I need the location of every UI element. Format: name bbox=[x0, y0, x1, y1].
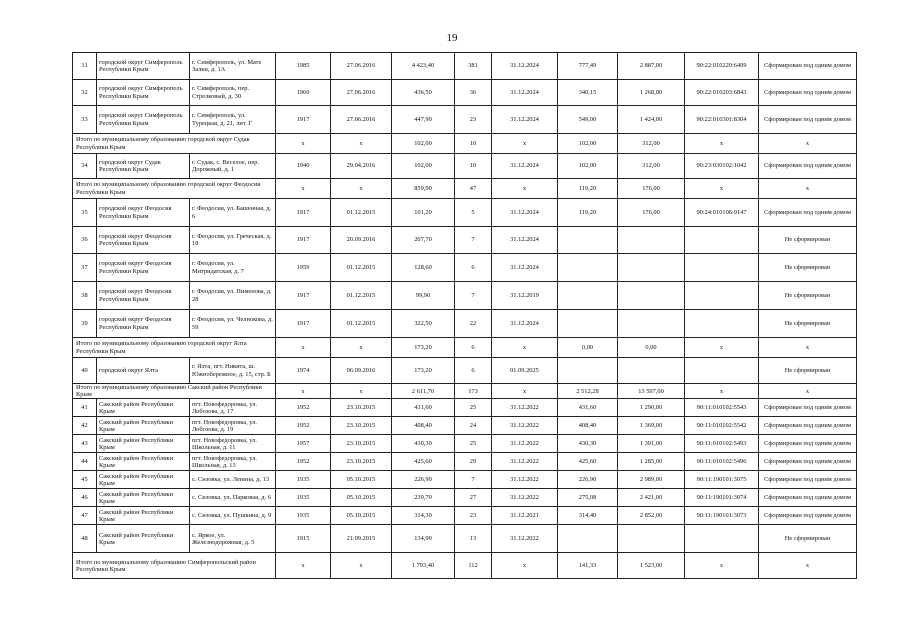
address-cell: г. Феодосия, ул. Челнокова, д. 59 bbox=[190, 310, 276, 338]
status-cell: Сформирован под одним домом bbox=[759, 435, 857, 453]
cost-cell: 0,00 bbox=[618, 338, 685, 358]
cost-cell: 2 421,00 bbox=[618, 489, 685, 507]
planned-date-cell: 31.12.2024 bbox=[492, 227, 558, 254]
residents-cell: 22 bbox=[455, 310, 492, 338]
municipality-cell: Сакский район Республики Крым bbox=[97, 399, 190, 417]
year-cell: 1957 bbox=[276, 435, 331, 453]
date-cell: 23.10.2015 bbox=[331, 399, 392, 417]
cadastral-number-cell: 90:11:010102:5543 bbox=[685, 399, 759, 417]
address-cell: пгт. Новофедоровка, ул. Лобозова, д. 17 bbox=[190, 399, 276, 417]
status-cell: Не сформирован bbox=[759, 358, 857, 384]
residents-cell: 23 bbox=[455, 106, 492, 134]
land-area-cell bbox=[558, 254, 618, 282]
cost-cell: 312,00 bbox=[618, 134, 685, 154]
land-area-cell: 226,90 bbox=[558, 471, 618, 489]
municipality-cell: Сакский район Республики Крым bbox=[97, 435, 190, 453]
address-cell: с. Яркое, ул. Железнодорожная, д. 5 bbox=[190, 525, 276, 553]
area-cell: 173,20 bbox=[392, 338, 455, 358]
cadastral-number-cell: 90:22:010203:6843 bbox=[685, 80, 759, 106]
address-cell: г. Феодосия, ул. Башенная, д. 6 bbox=[190, 199, 276, 227]
address-cell: с. Сизовка, ул. Парковая, д. 6 bbox=[190, 489, 276, 507]
cadastral-number-cell: 90:11:010102:5493 bbox=[685, 435, 759, 453]
table-row bbox=[73, 507, 857, 525]
subtotal-row bbox=[73, 179, 857, 199]
area-cell: 99,90 bbox=[392, 282, 455, 310]
cadastral-number-cell: 90:11:190101:3073 bbox=[685, 507, 759, 525]
address-cell: г. Симферополь, пер. Стрелковый, д. 30 bbox=[190, 80, 276, 106]
date-cell: 05.10.2015 bbox=[331, 507, 392, 525]
cost-cell bbox=[618, 525, 685, 553]
cadastral-number-cell bbox=[685, 227, 759, 254]
address-cell: пгт. Новофедоровка, ул. Лобозова, д. 19 bbox=[190, 417, 276, 435]
residents-cell: 24 bbox=[455, 417, 492, 435]
year-cell: 1959 bbox=[276, 254, 331, 282]
subtotal-label: Итого по муниципальному образованию Симферопольский район Республики Крым bbox=[73, 553, 276, 579]
year-cell: 1952 bbox=[276, 453, 331, 471]
residents-cell: 7 bbox=[455, 227, 492, 254]
municipality-cell: городской округ Феодосия Республики Крым bbox=[97, 282, 190, 310]
address-cell: г. Симферополь, ул. Мате Залки, д. 1А bbox=[190, 53, 276, 80]
residents-cell: 23 bbox=[455, 507, 492, 525]
year-cell: 1960 bbox=[276, 80, 331, 106]
year-cell: 1915 bbox=[276, 525, 331, 553]
cadastral-number-cell: 90:11:190101:3074 bbox=[685, 489, 759, 507]
address-cell: г. Феодосия, ул. Греческая, д. 18 bbox=[190, 227, 276, 254]
planned-date-cell: x bbox=[492, 384, 558, 399]
row-number-cell: 34 bbox=[73, 154, 97, 179]
residents-cell: 10 bbox=[455, 134, 492, 154]
residents-cell: 6 bbox=[455, 358, 492, 384]
municipality-cell: городской округ Судак Республики Крым bbox=[97, 154, 190, 179]
area-cell: 226,90 bbox=[392, 471, 455, 489]
year-cell: 1952 bbox=[276, 399, 331, 417]
row-number-cell: 35 bbox=[73, 199, 97, 227]
residents-cell: 381 bbox=[455, 53, 492, 80]
address-cell: г. Ялта, пгт. Никита, ш. Южнобережное, д. 15, стр. Б bbox=[190, 358, 276, 384]
land-area-cell bbox=[558, 227, 618, 254]
planned-date-cell: 31.12.2024 bbox=[492, 53, 558, 80]
status-cell: Сформирован под одним домом bbox=[759, 417, 857, 435]
cost-cell: 1 268,00 bbox=[618, 80, 685, 106]
municipality-cell: Сакский район Республики Крым bbox=[97, 525, 190, 553]
cost-cell: 1 391,00 bbox=[618, 435, 685, 453]
status-cell: Не сформирован bbox=[759, 310, 857, 338]
residents-cell: 25 bbox=[455, 435, 492, 453]
cost-cell bbox=[618, 282, 685, 310]
table-row bbox=[73, 106, 857, 134]
planned-date-cell: 31.12.2024 bbox=[492, 310, 558, 338]
table-row bbox=[73, 254, 857, 282]
address-cell: г. Симферополь, ул. Турецкая, д. 21, лит. Г bbox=[190, 106, 276, 134]
address-cell: с. Сизовка, ул. Ленина, д. 13 bbox=[190, 471, 276, 489]
address-cell: г. Феодосия, ул. Пименова, д. 28 bbox=[190, 282, 276, 310]
land-area-cell: 119,20 bbox=[558, 179, 618, 199]
table-row bbox=[73, 471, 857, 489]
area-cell: 173,20 bbox=[392, 358, 455, 384]
status-cell: Сформирован под одним домом bbox=[759, 199, 857, 227]
table-row bbox=[73, 154, 857, 179]
status-cell: Сформирован под одним домом bbox=[759, 106, 857, 134]
cost-cell: 1 424,00 bbox=[618, 106, 685, 134]
date-cell: x bbox=[331, 179, 392, 199]
row-number-cell: 43 bbox=[73, 435, 97, 453]
date-cell: x bbox=[331, 338, 392, 358]
land-area-cell bbox=[558, 310, 618, 338]
cadastral-number-cell: 90:22:010301:8304 bbox=[685, 106, 759, 134]
subtotal-label: Итого по муниципальному образованию городской округ Ялта Республики Крым bbox=[73, 338, 276, 358]
municipality-cell: городской округ Феодосия Республики Крым bbox=[97, 227, 190, 254]
land-area-cell: 408,40 bbox=[558, 417, 618, 435]
municipality-cell: городской округ Симферополь Республики Крым bbox=[97, 53, 190, 80]
year-cell: 1935 bbox=[276, 507, 331, 525]
cost-cell: 1 285,00 bbox=[618, 453, 685, 471]
cadastral-number-cell: 90:11:190101:3075 bbox=[685, 471, 759, 489]
area-cell: 425,60 bbox=[392, 453, 455, 471]
table-row bbox=[73, 489, 857, 507]
row-number-cell: 45 bbox=[73, 471, 97, 489]
subtotal-label: Итого по муниципальному образованию Сакский район Республики Крым bbox=[73, 384, 276, 399]
area-cell: 207,70 bbox=[392, 227, 455, 254]
cadastral-number-cell: 90:23:030102:1042 bbox=[685, 154, 759, 179]
cadastral-number-cell: x bbox=[685, 134, 759, 154]
subtotal-row bbox=[73, 384, 857, 399]
land-area-cell: 777,49 bbox=[558, 53, 618, 80]
date-cell: 23.10.2015 bbox=[331, 417, 392, 435]
municipality-cell: городской округ Ялта bbox=[97, 358, 190, 384]
row-number-cell: 42 bbox=[73, 417, 97, 435]
area-cell: 134,90 bbox=[392, 525, 455, 553]
year-cell: 1985 bbox=[276, 53, 331, 80]
status-cell: Сформирован под одним домом bbox=[759, 53, 857, 80]
date-cell: x bbox=[331, 384, 392, 399]
status-cell: Сформирован под одним домом bbox=[759, 154, 857, 179]
land-area-cell bbox=[558, 358, 618, 384]
planned-date-cell: 31.12.2022 bbox=[492, 471, 558, 489]
cadastral-number-cell: x bbox=[685, 553, 759, 579]
status-cell: Не сформирован bbox=[759, 282, 857, 310]
date-cell: 27.06.2016 bbox=[331, 80, 392, 106]
cadastral-number-cell bbox=[685, 310, 759, 338]
address-cell: пгт. Новофедоровка, ул. Школьная, д. 13 bbox=[190, 453, 276, 471]
year-cell: 1935 bbox=[276, 489, 331, 507]
cadastral-number-cell bbox=[685, 282, 759, 310]
cost-cell: 1 369,00 bbox=[618, 417, 685, 435]
cost-cell bbox=[618, 227, 685, 254]
row-number-cell: 40 bbox=[73, 358, 97, 384]
land-area-cell bbox=[558, 282, 618, 310]
table-row bbox=[73, 399, 857, 417]
subtotal-row bbox=[73, 338, 857, 358]
year-cell: 1974 bbox=[276, 358, 331, 384]
cadastral-number-cell: x bbox=[685, 179, 759, 199]
area-cell: 128,60 bbox=[392, 254, 455, 282]
municipality-cell: городской округ Феодосия Республики Крым bbox=[97, 199, 190, 227]
land-area-cell bbox=[558, 525, 618, 553]
table-row bbox=[73, 310, 857, 338]
area-cell: 447,90 bbox=[392, 106, 455, 134]
planned-date-cell: x bbox=[492, 134, 558, 154]
status-cell: x bbox=[759, 384, 857, 399]
cost-cell bbox=[618, 310, 685, 338]
land-area-cell: 549,00 bbox=[558, 106, 618, 134]
planned-date-cell: 31.12.2022 bbox=[492, 525, 558, 553]
subtotal-label: Итого по муниципальному образованию городской округ Феодосия Республики Крым bbox=[73, 179, 276, 199]
cost-cell: 13 597,00 bbox=[618, 384, 685, 399]
area-cell: 102,00 bbox=[392, 154, 455, 179]
land-area-cell: 102,00 bbox=[558, 134, 618, 154]
area-cell: 322,50 bbox=[392, 310, 455, 338]
area-cell: 431,60 bbox=[392, 399, 455, 417]
year-cell: 1917 bbox=[276, 199, 331, 227]
date-cell: 20.09.2016 bbox=[331, 227, 392, 254]
status-cell: Сформирован под одним домом bbox=[759, 489, 857, 507]
residents-cell: 47 bbox=[455, 179, 492, 199]
date-cell: 27.06.2016 bbox=[331, 106, 392, 134]
cost-cell bbox=[618, 254, 685, 282]
residents-cell: 7 bbox=[455, 282, 492, 310]
table-row bbox=[73, 435, 857, 453]
status-cell: Сформирован под одним домом bbox=[759, 507, 857, 525]
cost-cell bbox=[618, 358, 685, 384]
address-cell: пгт. Новофедоровка, ул. Школьная, д. 11 bbox=[190, 435, 276, 453]
land-area-cell: 314,40 bbox=[558, 507, 618, 525]
planned-date-cell: 31.12.2022 bbox=[492, 489, 558, 507]
land-area-cell: 430,30 bbox=[558, 435, 618, 453]
cadastral-number-cell: 90:11:010102:5496 bbox=[685, 453, 759, 471]
planned-date-cell: x bbox=[492, 338, 558, 358]
status-cell: Не сформирован bbox=[759, 254, 857, 282]
year-cell: x bbox=[276, 384, 331, 399]
table-row bbox=[73, 53, 857, 80]
row-number-cell: 44 bbox=[73, 453, 97, 471]
status-cell: Сформирован под одним домом bbox=[759, 453, 857, 471]
planned-date-cell: 31.12.2024 bbox=[492, 254, 558, 282]
area-cell: 239,70 bbox=[392, 489, 455, 507]
area-cell: 408,40 bbox=[392, 417, 455, 435]
year-cell: 1940 bbox=[276, 154, 331, 179]
municipality-cell: Сакский район Республики Крым bbox=[97, 471, 190, 489]
municipality-cell: Сакский район Республики Крым bbox=[97, 507, 190, 525]
residents-cell: 25 bbox=[455, 399, 492, 417]
date-cell: 01.12.2015 bbox=[331, 310, 392, 338]
table-row bbox=[73, 358, 857, 384]
year-cell: x bbox=[276, 338, 331, 358]
residents-cell: 5 bbox=[455, 199, 492, 227]
cost-cell: 2 852,00 bbox=[618, 507, 685, 525]
status-cell: x bbox=[759, 553, 857, 579]
residents-cell: 6 bbox=[455, 254, 492, 282]
status-cell: x bbox=[759, 179, 857, 199]
year-cell: x bbox=[276, 179, 331, 199]
cost-cell: 1 523,00 bbox=[618, 553, 685, 579]
date-cell: 23.10.2015 bbox=[331, 453, 392, 471]
year-cell: 1917 bbox=[276, 282, 331, 310]
area-cell: 102,00 bbox=[392, 134, 455, 154]
area-cell: 2 611,70 bbox=[392, 384, 455, 399]
residents-cell: 29 bbox=[455, 453, 492, 471]
municipality-cell: городской округ Симферополь Республики Крым bbox=[97, 80, 190, 106]
status-cell: Не сформирован bbox=[759, 525, 857, 553]
row-number-cell: 38 bbox=[73, 282, 97, 310]
cadastral-number-cell bbox=[685, 254, 759, 282]
row-number-cell: 32 bbox=[73, 80, 97, 106]
land-area-cell: 119,20 bbox=[558, 199, 618, 227]
cost-cell: 2 887,00 bbox=[618, 53, 685, 80]
table-row bbox=[73, 199, 857, 227]
date-cell: 05.10.2015 bbox=[331, 489, 392, 507]
planned-date-cell: x bbox=[492, 179, 558, 199]
date-cell: 27.06.2016 bbox=[331, 53, 392, 80]
land-area-cell: 340,15 bbox=[558, 80, 618, 106]
planned-date-cell: x bbox=[492, 553, 558, 579]
municipality-cell: Сакский район Республики Крым bbox=[97, 417, 190, 435]
table-row bbox=[73, 525, 857, 553]
land-area-cell: 141,33 bbox=[558, 553, 618, 579]
cost-cell: 312,00 bbox=[618, 154, 685, 179]
row-number-cell: 31 bbox=[73, 53, 97, 80]
land-area-cell: 275,08 bbox=[558, 489, 618, 507]
date-cell: 01.12.2015 bbox=[331, 282, 392, 310]
year-cell: 1917 bbox=[276, 310, 331, 338]
cost-cell: 2 989,00 bbox=[618, 471, 685, 489]
address-cell: г. Судак, с. Веселое, пер. Дорожный, д. 1 bbox=[190, 154, 276, 179]
row-number-cell: 46 bbox=[73, 489, 97, 507]
planned-date-cell: 31.12.2024 bbox=[492, 106, 558, 134]
date-cell: 01.12.2015 bbox=[331, 199, 392, 227]
date-cell: 01.12.2015 bbox=[331, 254, 392, 282]
cadastral-number-cell: x bbox=[685, 384, 759, 399]
cadastral-number-cell bbox=[685, 525, 759, 553]
status-cell: Сформирован под одним домом bbox=[759, 471, 857, 489]
planned-date-cell: 31.12.2024 bbox=[492, 80, 558, 106]
residents-cell: 36 bbox=[455, 80, 492, 106]
year-cell: x bbox=[276, 134, 331, 154]
municipality-cell: городской округ Симферополь Республики Крым bbox=[97, 106, 190, 134]
cost-cell: 176,00 bbox=[618, 199, 685, 227]
planned-date-cell: 31.12.2022 bbox=[492, 417, 558, 435]
cadastral-number-cell: 90:22:010220:6499 bbox=[685, 53, 759, 80]
planned-date-cell: 31.12.2019 bbox=[492, 282, 558, 310]
year-cell: 1952 bbox=[276, 417, 331, 435]
status-cell: Сформирован под одним домом bbox=[759, 80, 857, 106]
subtotal-row bbox=[73, 553, 857, 579]
date-cell: x bbox=[331, 134, 392, 154]
address-cell: г. Феодосия, ул. Митридатская, д. 7 bbox=[190, 254, 276, 282]
table-body bbox=[73, 53, 857, 579]
subtotal-row bbox=[73, 134, 857, 154]
year-cell: 1935 bbox=[276, 471, 331, 489]
residents-cell: 112 bbox=[455, 553, 492, 579]
land-area-cell: 425,60 bbox=[558, 453, 618, 471]
cadastral-number-cell: 90:24:010106:9147 bbox=[685, 199, 759, 227]
table-row bbox=[73, 282, 857, 310]
status-cell: Не сформирован bbox=[759, 227, 857, 254]
land-area-cell: 431,60 bbox=[558, 399, 618, 417]
area-cell: 1 793,40 bbox=[392, 553, 455, 579]
planned-date-cell: 31.12.2022 bbox=[492, 399, 558, 417]
area-cell: 436,50 bbox=[392, 80, 455, 106]
residents-cell: 27 bbox=[455, 489, 492, 507]
residents-cell: 6 bbox=[455, 338, 492, 358]
row-number-cell: 37 bbox=[73, 254, 97, 282]
land-area-cell: 0,00 bbox=[558, 338, 618, 358]
date-cell: 05.10.2015 bbox=[331, 471, 392, 489]
date-cell: 29.04.2016 bbox=[331, 154, 392, 179]
planned-date-cell: 31.12.2022 bbox=[492, 435, 558, 453]
date-cell: 06.09.2016 bbox=[331, 358, 392, 384]
cost-cell: 176,00 bbox=[618, 179, 685, 199]
cost-cell: 1 290,00 bbox=[618, 399, 685, 417]
planned-date-cell: 31.12.2021 bbox=[492, 507, 558, 525]
date-cell: 21.09.2015 bbox=[331, 525, 392, 553]
row-number-cell: 39 bbox=[73, 310, 97, 338]
area-cell: 430,30 bbox=[392, 435, 455, 453]
planned-date-cell: 31.12.2022 bbox=[492, 453, 558, 471]
date-cell: 23.10.2015 bbox=[331, 435, 392, 453]
status-cell: x bbox=[759, 338, 857, 358]
row-number-cell: 48 bbox=[73, 525, 97, 553]
cadastral-number-cell: x bbox=[685, 338, 759, 358]
area-cell: 859,90 bbox=[392, 179, 455, 199]
planned-date-cell: 31.12.2024 bbox=[492, 199, 558, 227]
row-number-cell: 33 bbox=[73, 106, 97, 134]
row-number-cell: 36 bbox=[73, 227, 97, 254]
residents-cell: 173 bbox=[455, 384, 492, 399]
land-area-cell: 2 512,28 bbox=[558, 384, 618, 399]
residents-cell: 10 bbox=[455, 154, 492, 179]
year-cell: 1917 bbox=[276, 227, 331, 254]
page-number: 19 bbox=[446, 32, 458, 44]
residents-cell: 7 bbox=[455, 471, 492, 489]
municipality-cell: городской округ Феодосия Республики Крым bbox=[97, 310, 190, 338]
cadastral-number-cell bbox=[685, 358, 759, 384]
year-cell: 1917 bbox=[276, 106, 331, 134]
planned-date-cell: 31.12.2024 bbox=[492, 154, 558, 179]
year-cell: x bbox=[276, 553, 331, 579]
table-row bbox=[73, 417, 857, 435]
subtotal-label: Итого по муниципальному образованию городской округ Судак Республики Крым bbox=[73, 134, 276, 154]
area-cell: 4 423,40 bbox=[392, 53, 455, 80]
municipality-cell: Сакский район Республики Крым bbox=[97, 489, 190, 507]
table-row bbox=[73, 227, 857, 254]
area-cell: 314,30 bbox=[392, 507, 455, 525]
municipality-cell: городской округ Феодосия Республики Крым bbox=[97, 254, 190, 282]
address-cell: с. Сизовка, ул. Пушкина, д. 9 bbox=[190, 507, 276, 525]
status-cell: Сформирован под одним домом bbox=[759, 399, 857, 417]
row-number-cell: 41 bbox=[73, 399, 97, 417]
cadastral-number-cell: 90:11:010102:5542 bbox=[685, 417, 759, 435]
date-cell: x bbox=[331, 553, 392, 579]
residents-cell: 13 bbox=[455, 525, 492, 553]
table-row bbox=[73, 453, 857, 471]
table-row bbox=[73, 80, 857, 106]
land-area-cell: 102,00 bbox=[558, 154, 618, 179]
municipality-cell: Сакский район Республики Крым bbox=[97, 453, 190, 471]
planned-date-cell: 01.09.2025 bbox=[492, 358, 558, 384]
row-number-cell: 47 bbox=[73, 507, 97, 525]
housing-table bbox=[72, 52, 857, 579]
area-cell: 101,20 bbox=[392, 199, 455, 227]
status-cell: x bbox=[759, 134, 857, 154]
